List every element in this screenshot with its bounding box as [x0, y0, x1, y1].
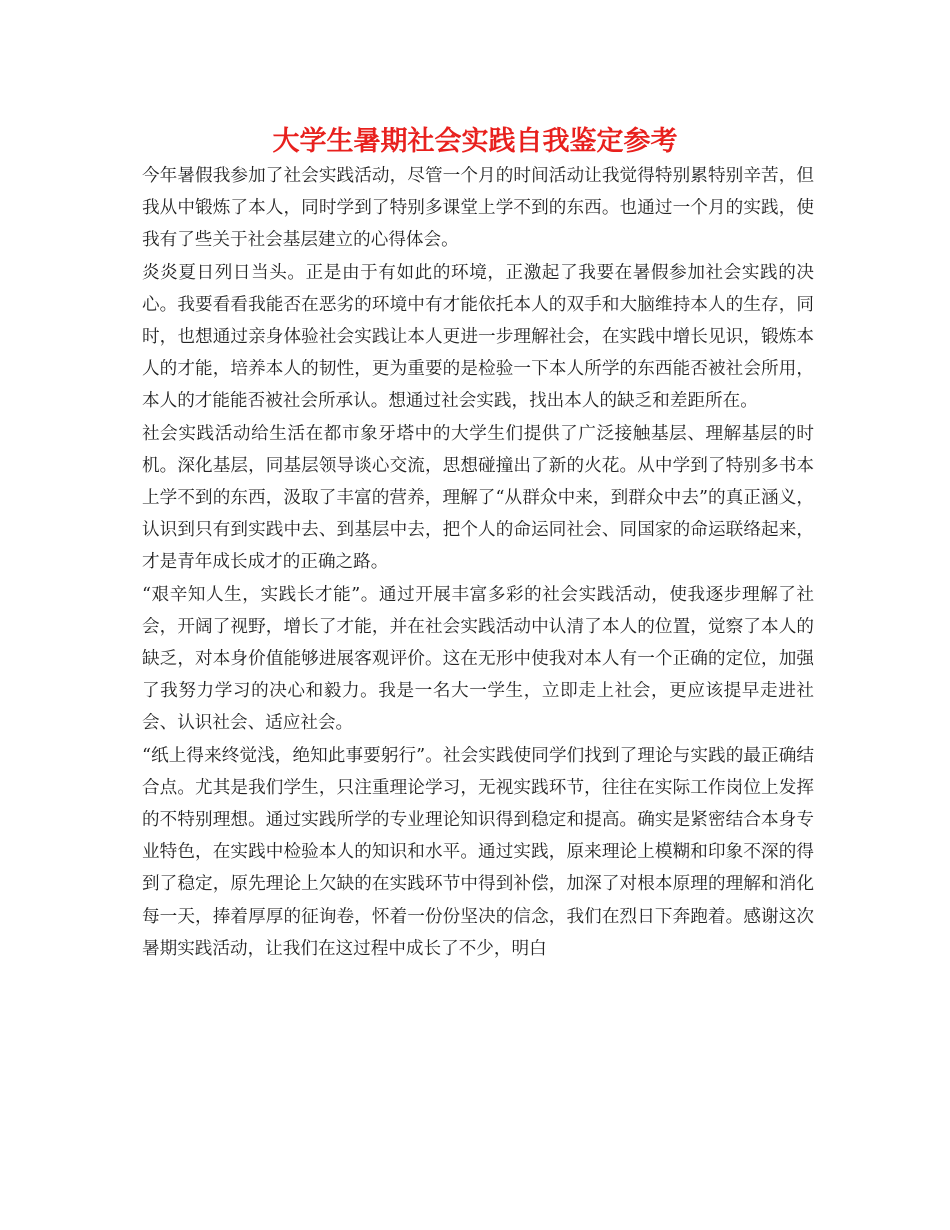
paragraph-3: 社会实践活动给生活在都市象牙塔中的大学生们提供了广泛接触基层、理解基层的时机。深化基层，同基层领导谈心交流，思想碰撞出了新的火花。从中学到了特别多书本上学不到的东西，汲取了丰富的营养，理解了“从群众中来，到群众中去”的真正涵义，认识到只有到实践中去、到基层中去，把个人的命运同社会、同国家的命运联络起来，才是青年成长成才的正确之路。: [142, 423, 814, 573]
paragraph-2: 炎炎夏日列日当头。正是由于有如此的环境，正激起了我要在暑假参加社会实践的决心。我要看看我能否在恶劣的环境中有才能依托本人的双手和大脑维持本人的生存，同时，也想通过亲身体验社会实践让本人更进一步理解社会，在实践中增长见识，锻炼本人的才能，培养本人的韧性，更为重要的是检验一下本人所学的东西能否被社会所用，本人的才能能否被社会所承认。想通过社会实践，找出本人的缺乏和差距所在。: [142, 262, 814, 412]
paragraph-1: 今年暑假我参加了社会实践活动，尽管一个月的时间活动让我觉得特别累特别辛苦，但我从中锻炼了本人，同时学到了特别多课堂上学不到的东西。也通过一个月的实践，使我有了些关于社会基层建立的心得体会。: [142, 166, 814, 251]
document-body: [142, 160, 814, 965]
document-title: 大学生暑期社会实践自我鉴定参考: [272, 126, 678, 157]
paragraph-5: “纸上得来终觉浅，绝知此事要躬行”。社会实践使同学们找到了理论与实践的最正确结合点。尤其是我们学生，只注重理论学习，无视实践环节，往往在实际工作岗位上发挥的不特别理想。通过实践所学的专业理论知识得到稳定和提高。确实是紧密结合本身专业特色，在实践中检验本人的知识和水平。通过实践，原来理论上模糊和印象不深的得到了稳定，原先理论上欠缺的在实践环节中得到补偿，加深了对根本原理的理解和消化每一天，捧着厚厚的征询卷，怀着一份份坚决的信念，我们在烈日下奔跑着。感谢这次暑期实践活动，让我们在这过程中成长了不少，明白: [142, 745, 814, 959]
paragraph-4: “艰辛知人生，实践长才能”。通过开展丰富多彩的社会实践活动，使我逐步理解了社会，开阔了视野，增长了才能，并在社会实践活动中认清了本人的位置，觉察了本人的缺乏，对本身价值能够进展客观评价。这在无形中使我对本人有一个正确的定位，加强了我努力学习的决心和毅力。我是一名大一学生，立即走上社会，更应该提早走进社会、认识社会、适应社会。: [142, 584, 814, 734]
